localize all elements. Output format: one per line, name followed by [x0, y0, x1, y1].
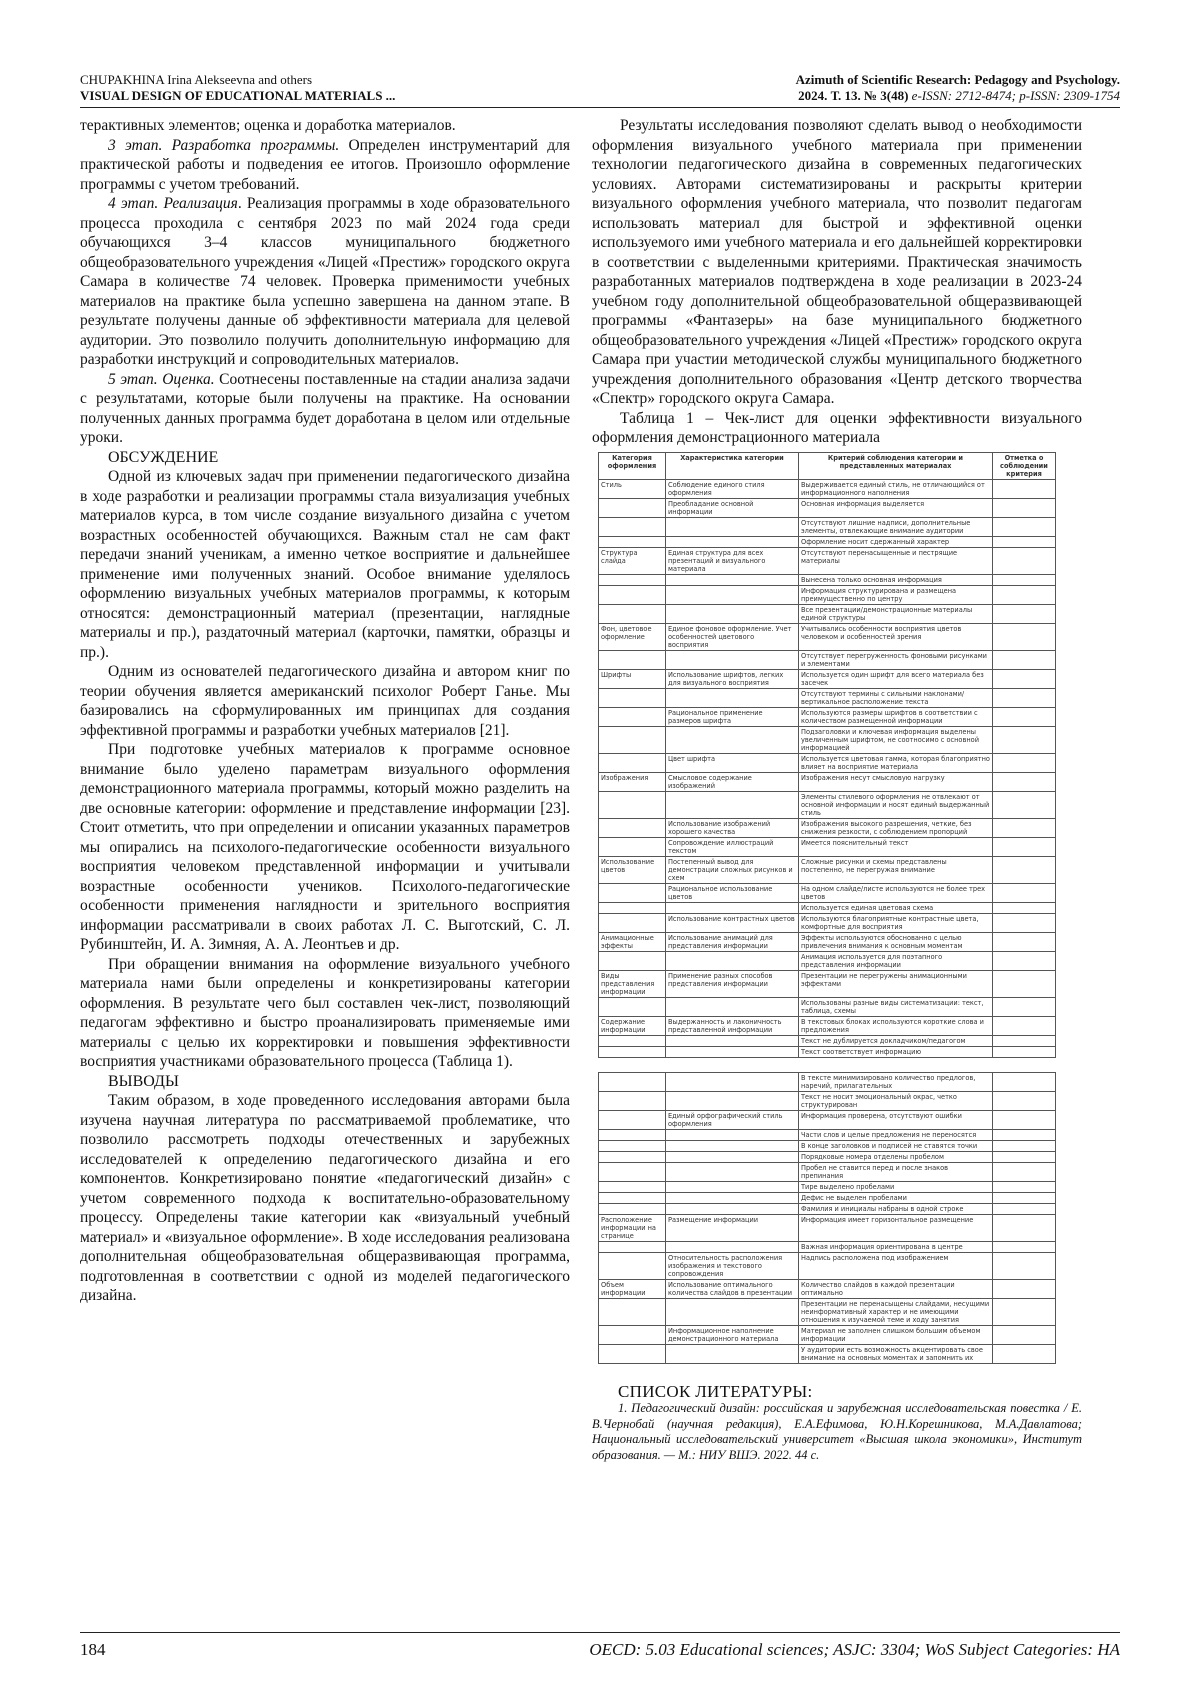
table-cell — [993, 585, 1056, 604]
table-caption: Таблица 1 – Чек-лист для оценки эффективности визуального оформления демонстрационного материала — [592, 409, 1082, 446]
table-header-cell: Критерий соблюдения категории и представленных материалах — [799, 452, 993, 479]
table-cell: В конце заголовков и подписей не ставятся точки — [799, 1140, 993, 1151]
table-cell — [666, 1241, 799, 1252]
table-row — [599, 1129, 1056, 1140]
table-cell — [599, 517, 666, 536]
table-cell — [599, 951, 666, 970]
table-cell — [666, 1181, 799, 1192]
table-row — [599, 707, 1056, 726]
table-cell — [666, 1151, 799, 1162]
table-row — [599, 1325, 1056, 1344]
table-cell: Применение разных способов представления информации — [666, 970, 799, 997]
table-row — [599, 604, 1056, 623]
table-row — [599, 951, 1056, 970]
table-cell — [666, 1035, 799, 1046]
table-cell: Содержание информации — [599, 1016, 666, 1035]
section-heading-discussion: ОБСУЖДЕНИЕ — [108, 448, 219, 466]
table-cell: Дефис не выделен пробелами — [799, 1192, 993, 1203]
table-cell: Цвет шрифта — [666, 753, 799, 772]
table-cell: Постепенный вывод для демонстрации сложных рисунков и схем — [666, 856, 799, 883]
table-cell: Фон, цветовое оформление — [599, 623, 666, 650]
table-body — [599, 1072, 1056, 1363]
table-cell — [993, 932, 1056, 951]
paragraph-stage4: 4 этап. Реализация. Реализация программы в ходе образовательного процесса проходила с сентября 2023 по май 2024 года среди обучающихся 3–4 классов муниципального бюджетного общеобразовательного учреждения «Лицей «Престиж» городского округа Самара в количестве 74 человек. Проверка применимости учебных материалов на практике была успешно завершена на данном этапе. В результате получены данные об эффективности материала для целевой аудитории. Это позволило получить дополнительную информацию для разработки инструкций и сопроводительных материалов. — [80, 195, 570, 368]
table-cell — [666, 1129, 799, 1140]
table-cell: Подзаголовки и ключевая информация выделены увеличенным шрифтом, не соотносимо с основной информацией — [799, 726, 993, 753]
table-cell — [993, 1162, 1056, 1181]
table-cell: Текст соответствует информацию — [799, 1046, 993, 1057]
table-cell — [666, 951, 799, 970]
paragraph: терактивных элементов; оценка и доработка материалов. — [80, 117, 456, 134]
paragraph-stage3: 3 этап. Разработка программы. Определен инструментарий для практической работы и подведения ее итогов. Произошло оформление программы с учетом требований. — [80, 136, 571, 193]
running-header-left — [80, 72, 580, 104]
table-cell: Выдержанность и лаконичность представленной информации — [666, 1016, 799, 1035]
table-cell: Использованы разные виды систематизации: текст, таблица, схемы — [799, 997, 993, 1016]
table-row — [599, 1181, 1056, 1192]
header-journal: Azimuth of Scientific Research: Pedagogy and Psychology. — [795, 72, 1120, 87]
table-cell: Отсутствуют термины с сильными наклонами/вертикальное расположение текста — [799, 688, 993, 707]
table-cell: Соблюдение единого стиля оформления — [666, 479, 799, 498]
table-cell — [599, 913, 666, 932]
table-cell — [993, 997, 1056, 1016]
table-cell: Сопровождение иллюстраций текстом — [666, 837, 799, 856]
table-cell — [666, 517, 799, 536]
table-cell — [599, 883, 666, 902]
paragraph: При обращении внимания на оформление визуального учебного материала нами были определены и конкретизированы категории оформления. В результате чего был составлен чек-лист, позволяющий педагогам эффективно и быстро проанализировать применяемые ими материалы с целью их корректировки и повышения эффективности восприятия участниками образовательного процесса (Таблица 1). — [80, 955, 570, 1070]
table-row — [599, 517, 1056, 536]
paragraph: Результаты исследования позволяют сделать вывод о необходимости оформления визуального учебного материала при применении технологии педагогического дизайна в современных педагогических условиях. Авторами систематизированы и раскрыты критерии визуального оформления учебного материала, что позволит педагогам использовать материал для быстрой и эффективной оценки используемого ими учебного материала и его дальнейшей корректировки в соответствии с выделенными критериями. Практическая значимость разработанных материалов подтверждена в ходе реализации в 2023-24 учебном году дополнительной общеобразовательной общеразвивающей программы «Фантазеры» на базе муниципального бюджетного общеобразовательного учреждения «Лицей «Престиж» городского округа Самара при участии методической службы муниципального бюджетного учреждения дополнительного образования «Центр детского творчества «Спектр» городского округа Самара. — [592, 117, 1082, 407]
table-cell: Объем информации — [599, 1279, 666, 1298]
table-cell — [666, 1072, 799, 1091]
header-issn: e-ISSN: 2712-8474; p-ISSN: 2309-1754 — [908, 88, 1120, 103]
table-cell: Единое фоновое оформление. Учет особенностей цветового восприятия — [666, 623, 799, 650]
table-cell — [666, 585, 799, 604]
table-row — [599, 669, 1056, 688]
table-cell — [666, 604, 799, 623]
references-heading: СПИСОК ЛИТЕРАТУРЫ: — [618, 1381, 813, 1401]
table-cell: Стиль — [599, 479, 666, 498]
table-cell — [993, 913, 1056, 932]
table-cell: Смысловое содержание изображений — [666, 772, 799, 791]
table-cell: Структура слайда — [599, 547, 666, 574]
table-cell: Эффекты используются обоснованно с целью привлечения внимания к основным моментам — [799, 932, 993, 951]
table-cell: Использование оптимального количества слайдов в презентации — [666, 1279, 799, 1298]
table-cell — [666, 1192, 799, 1203]
table-cell — [993, 951, 1056, 970]
paragraph: Одним из основателей педагогического дизайна и автором книг по теории обучения является американский психолог Роберт Ганье. Мы базировались на сформулированных им принципах для создания эффективной программы и разработки учебных материалов [21]. — [80, 663, 570, 739]
table-cell — [993, 1214, 1056, 1241]
table-cell — [993, 1252, 1056, 1279]
table-cell — [666, 1344, 799, 1363]
table-cell — [599, 1110, 666, 1129]
table-cell — [993, 902, 1056, 913]
table-cell: Использование цветов — [599, 856, 666, 883]
table-row — [599, 1214, 1056, 1241]
table-header-row — [599, 452, 1056, 479]
table-row — [599, 726, 1056, 753]
table-cell: Использование контрастных цветов — [666, 913, 799, 932]
table-cell: Информация имеет горизонтальное размещение — [799, 1214, 993, 1241]
table-cell — [993, 883, 1056, 902]
header-issue — [600, 88, 1120, 104]
table-cell — [666, 574, 799, 585]
table-cell — [993, 791, 1056, 818]
table-cell: В текстовых блоках используются короткие слова и предложения — [799, 1016, 993, 1035]
table-row — [599, 585, 1056, 604]
table-cell: Важная информация ориентирована в центре — [799, 1241, 993, 1252]
table-cell: Рациональное использование цветов — [666, 883, 799, 902]
table-cell: Отсутствует перегруженность фоновыми рисунками и элементами — [799, 650, 993, 669]
table-cell: Информационное наполнение демонстрационного материала — [666, 1325, 799, 1344]
table-cell: Презентации не перегружены анимационными эффектами — [799, 970, 993, 997]
table-cell: Используется единая цветовая схема — [799, 902, 993, 913]
footer-classification: OECD: 5.03 Educational sciences; ASJC: 3304; WoS Subject Categories: HA — [589, 1640, 1120, 1659]
table-cell — [666, 1046, 799, 1057]
running-header-right — [600, 72, 1120, 104]
table-cell — [993, 818, 1056, 837]
table-cell — [599, 574, 666, 585]
table-cell: Информация проверена, отсутствуют ошибки — [799, 1110, 993, 1129]
table-cell: Расположение информации на странице — [599, 1214, 666, 1241]
table-cell — [599, 997, 666, 1016]
table-row — [599, 498, 1056, 517]
table-cell — [599, 791, 666, 818]
table-cell — [993, 1325, 1056, 1344]
table-row — [599, 650, 1056, 669]
table-cell: Виды представления информации — [599, 970, 666, 997]
table-cell — [599, 1046, 666, 1057]
right-column — [592, 116, 1082, 1463]
table-cell: Единая структура для всех презентаций и визуального материала — [666, 547, 799, 574]
table-cell — [599, 585, 666, 604]
table-cell — [666, 902, 799, 913]
table-row — [599, 623, 1056, 650]
table-cell: Имеется пояснительный текст — [799, 837, 993, 856]
table-cell: У аудитории есть возможность акцентировать свое внимание на основных моментах и запомнить их — [799, 1344, 993, 1363]
table-cell — [599, 688, 666, 707]
table-cell — [666, 1091, 799, 1110]
table-row — [599, 479, 1056, 498]
table-row — [599, 997, 1056, 1016]
table-row — [599, 856, 1056, 883]
table-cell — [993, 1344, 1056, 1363]
table-cell — [599, 498, 666, 517]
table-cell — [993, 604, 1056, 623]
table-cell — [666, 997, 799, 1016]
table-cell: Фамилия и инициалы набраны в одной строке — [799, 1203, 993, 1214]
table-row — [599, 1162, 1056, 1181]
table-cell — [993, 707, 1056, 726]
table-cell: Презентации не перенасыщены слайдами, несущими неинформативный характер и не имеющими отношения к изучаемой теме и ходу занятия — [799, 1298, 993, 1325]
table-row — [599, 772, 1056, 791]
table-row — [599, 1252, 1056, 1279]
table-cell — [599, 1241, 666, 1252]
table-cell — [993, 970, 1056, 997]
table-cell — [993, 650, 1056, 669]
header-volume: 2024. Т. 13. № 3(48) — [798, 88, 909, 103]
table-cell — [666, 1140, 799, 1151]
table-row — [599, 1203, 1056, 1214]
table-cell — [993, 1192, 1056, 1203]
table-cell: Текст не дублируется докладчиком/педагогом — [799, 1035, 993, 1046]
table-cell — [993, 1046, 1056, 1057]
table-cell: Выдерживается единый стиль, не отличающийся от информационного наполнения — [799, 479, 993, 498]
page-number: 184 — [80, 1640, 106, 1659]
table-cell: Изображения несут смысловую нагрузку — [799, 772, 993, 791]
table-cell — [993, 772, 1056, 791]
table-cell — [599, 818, 666, 837]
section-heading-conclusions: ВЫВОДЫ — [108, 1072, 179, 1090]
table-cell — [993, 1140, 1056, 1151]
table-cell — [993, 517, 1056, 536]
table-cell — [599, 707, 666, 726]
table-cell: Оформление носит сдержанный характер — [799, 536, 993, 547]
table-cell: Единый орфографический стиль оформления — [666, 1110, 799, 1129]
table-row — [599, 883, 1056, 902]
table-cell — [599, 1203, 666, 1214]
paragraph: При подготовке учебных материалов к программе основное внимание было уделено параметрам визуального оформления демонстрационного материала программы, который можно разделить на две основные категории: оформление и представление информации [23]. Стоит отметить, что при определении и описании указанных параметров мы опирались на психолого-педагогические особенности визуального восприятия человеком представленной информации и учитывали возрастные особенности учеников. Психолого-педагогические особенности применения наглядности и зрительного восприятия информации рассматривали в своих работах Л. С. Выготский, С. Л. Рубинштейн, И. А. Зимняя, А. А. Леонтьев и др. — [80, 741, 570, 953]
table-cell — [993, 547, 1056, 574]
table-cell: Используется один шрифт для всего материала без засечек — [799, 669, 993, 688]
table-cell: Используются благоприятные контрастные цвета, комфортные для восприятия — [799, 913, 993, 932]
table-row — [599, 1192, 1056, 1203]
table-cell: Тире выделено пробелами — [799, 1181, 993, 1192]
table-cell — [993, 688, 1056, 707]
table-cell — [666, 688, 799, 707]
table-cell: Рациональное применение размеров шрифта — [666, 707, 799, 726]
table-cell: Анимация используется для поэтапного представления информации — [799, 951, 993, 970]
table-cell — [993, 1298, 1056, 1325]
checklist-table — [598, 452, 1056, 1058]
table-cell — [993, 1181, 1056, 1192]
table-cell: Отсутствуют лишние надписи, дополнительные элементы, отвлекающие внимание аудитории — [799, 517, 993, 536]
table-cell — [599, 1162, 666, 1181]
table-row — [599, 818, 1056, 837]
table-row — [599, 1344, 1056, 1363]
table-cell — [666, 650, 799, 669]
table-cell — [599, 726, 666, 753]
table-cell: Части слов и целые предложения не переносятся — [799, 1129, 993, 1140]
table-cell — [599, 1072, 666, 1091]
table-row — [599, 1241, 1056, 1252]
table-cell — [993, 536, 1056, 547]
table-cell: Использование анимаций для представления информации — [666, 932, 799, 951]
table-cell — [599, 1091, 666, 1110]
table-cell: Использование шрифтов, легких для визуального восприятия — [666, 669, 799, 688]
table-row — [599, 547, 1056, 574]
table-cell: Преобладание основной информации — [666, 498, 799, 517]
table-cell: Изображения высокого разрешения, четкие, без снижения резкости, с соблюдением пропорций — [799, 818, 993, 837]
table-cell: Вынесена только основная информация — [799, 574, 993, 585]
table-cell — [599, 1192, 666, 1203]
table-row — [599, 1279, 1056, 1298]
table-cell — [599, 650, 666, 669]
table-row — [599, 970, 1056, 997]
table-cell: Отсутствуют перенасыщенные и пестрящие материалы — [799, 547, 993, 574]
table-header-cell: Отметка о соблюдении критерия — [993, 452, 1056, 479]
table-cell: Использование изображений хорошего качества — [666, 818, 799, 837]
table-cell — [666, 1298, 799, 1325]
table-cell — [993, 479, 1056, 498]
footer-rule — [80, 1632, 1120, 1633]
table-cell — [599, 1344, 666, 1363]
table-cell: Используется цветовая гамма, которая благоприятно влияет на восприятие материала — [799, 753, 993, 772]
table-cell: На одном слайде/листе используются не более трех цветов — [799, 883, 993, 902]
table-cell — [993, 1203, 1056, 1214]
table-cell — [993, 1241, 1056, 1252]
paragraph-stage5: 5 этап. Оценка. Соотнесены поставленные на стадии анализа задачи с результатами, которые были получены на практике. На основании полученных данных программа будет доработана в целом или отдельные уроки. — [80, 370, 570, 446]
table-cell — [993, 1035, 1056, 1046]
table-cell: Количество слайдов в каждой презентации оптимально — [799, 1279, 993, 1298]
table-row — [599, 688, 1056, 707]
table-cell: Надпись расположена под изображением — [799, 1252, 993, 1279]
table-cell — [993, 1091, 1056, 1110]
table-cell — [599, 1181, 666, 1192]
table-cell — [993, 753, 1056, 772]
table-cell — [993, 1072, 1056, 1091]
table-cell: Основная информация выделяется — [799, 498, 993, 517]
table-cell: Элементы стилевого оформления не отвлекают от основной информации и носят единый выдержанный стиль — [799, 791, 993, 818]
table-cell: Учитывались особенности восприятия цветов человеком и особенностей зрения — [799, 623, 993, 650]
table-cell — [599, 1129, 666, 1140]
table-cell — [993, 1016, 1056, 1035]
table-row — [599, 1016, 1056, 1035]
table-cell: Изображения — [599, 772, 666, 791]
header-authors: CHUPAKHINA Irina Alekseevna and others — [80, 72, 313, 87]
table-cell — [599, 837, 666, 856]
table-row — [599, 913, 1056, 932]
table-row — [599, 1046, 1056, 1057]
table-cell — [599, 902, 666, 913]
references — [592, 1382, 1082, 1464]
table-cell: Относительность расположения изображения и текстового сопровождения — [666, 1252, 799, 1279]
table-cell — [993, 498, 1056, 517]
header-rule — [80, 107, 1120, 108]
paragraph: Одной из ключевых задач при применении педагогического дизайна в ходе разработки и реализации программы стала визуализация учебных материалов курса, в том числе создание визуального дизайна с учетом возрастных особенностей обучающихся. Важным стал не сам факт передачи знаний ученикам, а именно четкое восприятие и дальнейшее применение ими полученных знаний. Особое внимание уделялось оформлению визуальных учебных материалов программы, к которым относятся: демонстрационный материал (презентации, наглядные материалы и пр.), раздаточный материал (карточки, памятки, образцы и пр.). — [80, 468, 570, 661]
table-cell — [993, 726, 1056, 753]
table-cell — [993, 856, 1056, 883]
table-cell: Все презентации/демонстрационные материалы единой структуры — [799, 604, 993, 623]
table-cell — [599, 1298, 666, 1325]
table-body — [599, 479, 1056, 1057]
table-cell: Пробел не ставится перед и после знаков препинания — [799, 1162, 993, 1181]
table-cell — [599, 536, 666, 547]
table-header-cell: Категория оформления — [599, 452, 666, 479]
table-row — [599, 1091, 1056, 1110]
table-row — [599, 1072, 1056, 1091]
reference-item: 1. Педагогический дизайн: российская и зарубежная исследовательская повестка / Е. В.Чернобай (научная редакция), Е.А.Ефимова, Ю.Н.Корешникова, М.А.Давлатова; Национальный исследовательский университет «Высшая школа экономики», Институт образования. — М.: НИУ ВШЭ. 2022. 44 с. — [592, 1401, 1082, 1462]
table-cell: Материал не заполнен слишком большим объемом информации — [799, 1325, 993, 1344]
table-cell: Сложные рисунки и схемы представлены постепенно, не перегружая внимание — [799, 856, 993, 883]
table-cell — [666, 1162, 799, 1181]
left-column — [80, 116, 570, 1306]
table-cell — [599, 1252, 666, 1279]
table-row — [599, 1151, 1056, 1162]
table-row — [599, 1110, 1056, 1129]
table-cell: В тексте минимизировано количество предлогов, наречий, прилагательных — [799, 1072, 993, 1091]
table-cell: Порядковые номера отделены пробелом — [799, 1151, 993, 1162]
table-cell: Используются размеры шрифтов в соответствии с количеством размещенной информации — [799, 707, 993, 726]
checklist-table-continued — [598, 1072, 1056, 1364]
table-row — [599, 1298, 1056, 1325]
table-cell — [666, 726, 799, 753]
table-cell: Шрифты — [599, 669, 666, 688]
table-cell: Размещение информации — [666, 1214, 799, 1241]
table-cell — [666, 1203, 799, 1214]
table-cell — [666, 791, 799, 818]
table-cell — [599, 604, 666, 623]
table-cell — [599, 753, 666, 772]
table-cell — [993, 1129, 1056, 1140]
table-row — [599, 574, 1056, 585]
table-row — [599, 791, 1056, 818]
table-cell — [599, 1140, 666, 1151]
table-cell — [993, 837, 1056, 856]
table-row — [599, 753, 1056, 772]
table-cell — [599, 1035, 666, 1046]
table-cell — [993, 1279, 1056, 1298]
table-cell: Текст не носит эмоциональный окрас, четко структурирован — [799, 1091, 993, 1110]
header-title: VISUAL DESIGN OF EDUCATIONAL MATERIALS ... — [80, 88, 396, 103]
table-cell: Анимационные эффекты — [599, 932, 666, 951]
paragraph: Таким образом, в ходе проведенного исследования авторами была изучена научная литература по рассматриваемой проблематике, что позволило рассмотреть подходы отечественных и зарубежных исследователей к определению педагогического дизайна и его компонентов. Конкретизировано понятие «педагогический дизайн» с учетом современного подхода к воспитательно-образовательному процессу. Определены такие категории как «визуальный учебный материал» и «визуальное оформление». В ходе исследования реализована дополнительная общеобразовательная общеразвивающая программа, подготовленная в соответствии с одной из моделей педагогического дизайна. — [80, 1092, 570, 1304]
table-cell — [993, 574, 1056, 585]
table-cell — [599, 1325, 666, 1344]
table-cell — [993, 623, 1056, 650]
table-cell — [993, 669, 1056, 688]
table-cell — [993, 1110, 1056, 1129]
table-cell — [666, 536, 799, 547]
table-cell — [599, 1151, 666, 1162]
table-row — [599, 1035, 1056, 1046]
table-row — [599, 1140, 1056, 1151]
table-header-cell: Характеристика категории — [666, 452, 799, 479]
table-row — [599, 536, 1056, 547]
table-cell: Информация структурирована и размещена преимущественно по центру — [799, 585, 993, 604]
table-row — [599, 902, 1056, 913]
table-cell — [993, 1151, 1056, 1162]
table-row — [599, 932, 1056, 951]
table-row — [599, 837, 1056, 856]
